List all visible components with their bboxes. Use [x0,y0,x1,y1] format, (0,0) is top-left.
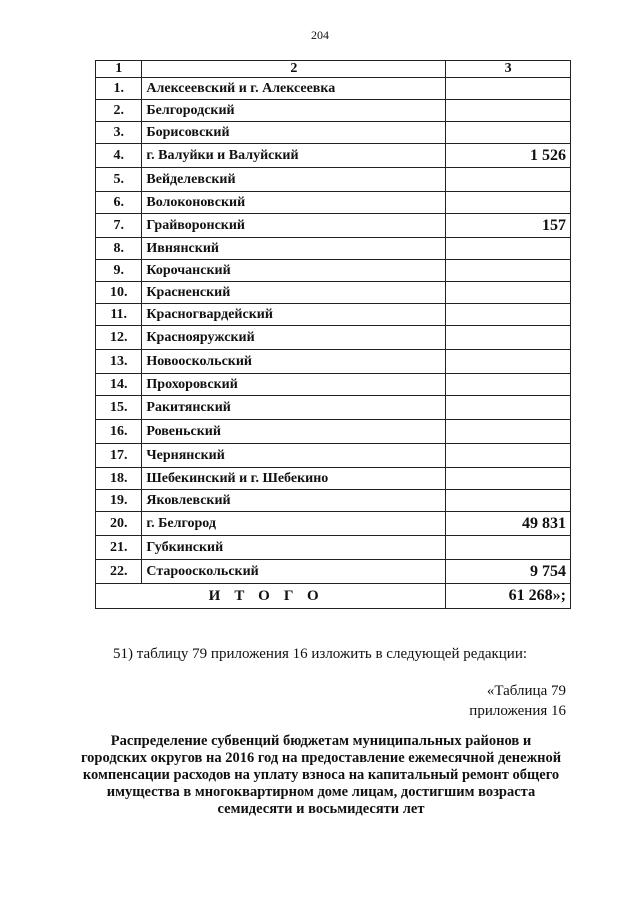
header-col-1: 1 [96,61,142,78]
district-name: Алексеевский и г. Алексеевка [142,78,446,100]
subsidy-value [446,282,571,304]
subsidy-value [446,536,571,560]
row-number: 3. [96,122,142,144]
table-row [96,350,571,374]
subsidy-value: 9 754 [446,560,571,584]
subsidy-table [95,60,571,609]
row-number: 9. [96,260,142,282]
table-row [96,326,571,350]
district-name: Красногвардейский [142,304,446,326]
subsidy-value [446,444,571,468]
district-name: Краснояружский [142,326,446,350]
table-row [96,168,571,192]
subsidy-value [446,468,571,490]
table-caption-line-2: приложения 16 [469,703,566,719]
row-number: 11. [96,304,142,326]
district-name: Ивнянский [142,238,446,260]
district-name: Вейделевский [142,168,446,192]
district-name: Новооскольский [142,350,446,374]
district-name: Яковлевский [142,490,446,512]
row-number: 13. [96,350,142,374]
row-number: 7. [96,214,142,238]
header-col-3: 3 [446,61,571,78]
district-name: Грайворонский [142,214,446,238]
table-row [96,238,571,260]
header-col-2: 2 [142,61,446,78]
table-row [96,420,571,444]
table-row [96,100,571,122]
table-row [96,78,571,100]
subsidy-value [446,396,571,420]
table-row [96,536,571,560]
subsidy-value [446,192,571,214]
district-name: Корочанский [142,260,446,282]
district-name: Старооскольский [142,560,446,584]
row-number: 6. [96,192,142,214]
district-name: Губкинский [142,536,446,560]
subsidy-value [446,350,571,374]
row-number: 5. [96,168,142,192]
subsidy-value [446,260,571,282]
total-value: 61 268»; [446,584,571,609]
district-name: Чернянский [142,444,446,468]
district-name: Шебекинский и г. Шебекино [142,468,446,490]
row-number: 8. [96,238,142,260]
subsidy-value [446,168,571,192]
row-number: 16. [96,420,142,444]
table-row [96,282,571,304]
table-row [96,468,571,490]
subsidy-value [446,122,571,144]
page-number: 204 [311,28,329,42]
table-row [96,374,571,396]
district-name: Ракитянский [142,396,446,420]
district-name: Волоконовский [142,192,446,214]
row-number: 1. [96,78,142,100]
subsidy-value: 49 831 [446,512,571,536]
subsidy-value [446,100,571,122]
subsidy-value [446,490,571,512]
district-name: г. Валуйки и Валуйский [142,144,446,168]
amendment-paragraph: 51) таблицу 79 приложения 16 изложить в следующей редакции: [112,646,528,662]
total-row [96,584,571,609]
table-row [96,192,571,214]
row-number: 22. [96,560,142,584]
table-row [96,490,571,512]
subsidy-value [446,78,571,100]
subsidy-value: 1 526 [446,144,571,168]
district-name: Красненский [142,282,446,304]
row-number: 2. [96,100,142,122]
row-number: 15. [96,396,142,420]
table-caption-line-1: «Таблица 79 [486,683,566,699]
table-row [96,260,571,282]
row-number: 12. [96,326,142,350]
district-name: Прохоровский [142,374,446,396]
subsidy-value [446,420,571,444]
row-number: 21. [96,536,142,560]
subsidy-value [446,304,571,326]
table-header-row [96,61,571,78]
table-row [96,560,571,584]
row-number: 14. [96,374,142,396]
district-name: г. Белгород [142,512,446,536]
table-row [96,444,571,468]
table-heading: Распределение субвенций бюджетам муниципальных районов и городских округов на 2016 год на предоставление ежемесячной денежной компенсации расходов на уплату взноса на капитальный ремонт общего имущества в многоквартирном доме лицам, достигшим возраста семидесяти и восьмидесяти лет [80,733,562,817]
table-row [96,512,571,536]
row-number: 19. [96,490,142,512]
row-number: 10. [96,282,142,304]
district-name: Белгородский [142,100,446,122]
subsidy-value [446,238,571,260]
subsidy-value [446,326,571,350]
district-name: Борисовский [142,122,446,144]
table-row [96,396,571,420]
row-number: 4. [96,144,142,168]
district-name: Ровеньский [142,420,446,444]
subsidy-value: 157 [446,214,571,238]
total-label: ИТОГО [96,584,446,609]
table-row [96,122,571,144]
row-number: 20. [96,512,142,536]
subsidy-value [446,374,571,396]
table-row [96,304,571,326]
table-row [96,144,571,168]
row-number: 18. [96,468,142,490]
row-number: 17. [96,444,142,468]
table-row [96,214,571,238]
